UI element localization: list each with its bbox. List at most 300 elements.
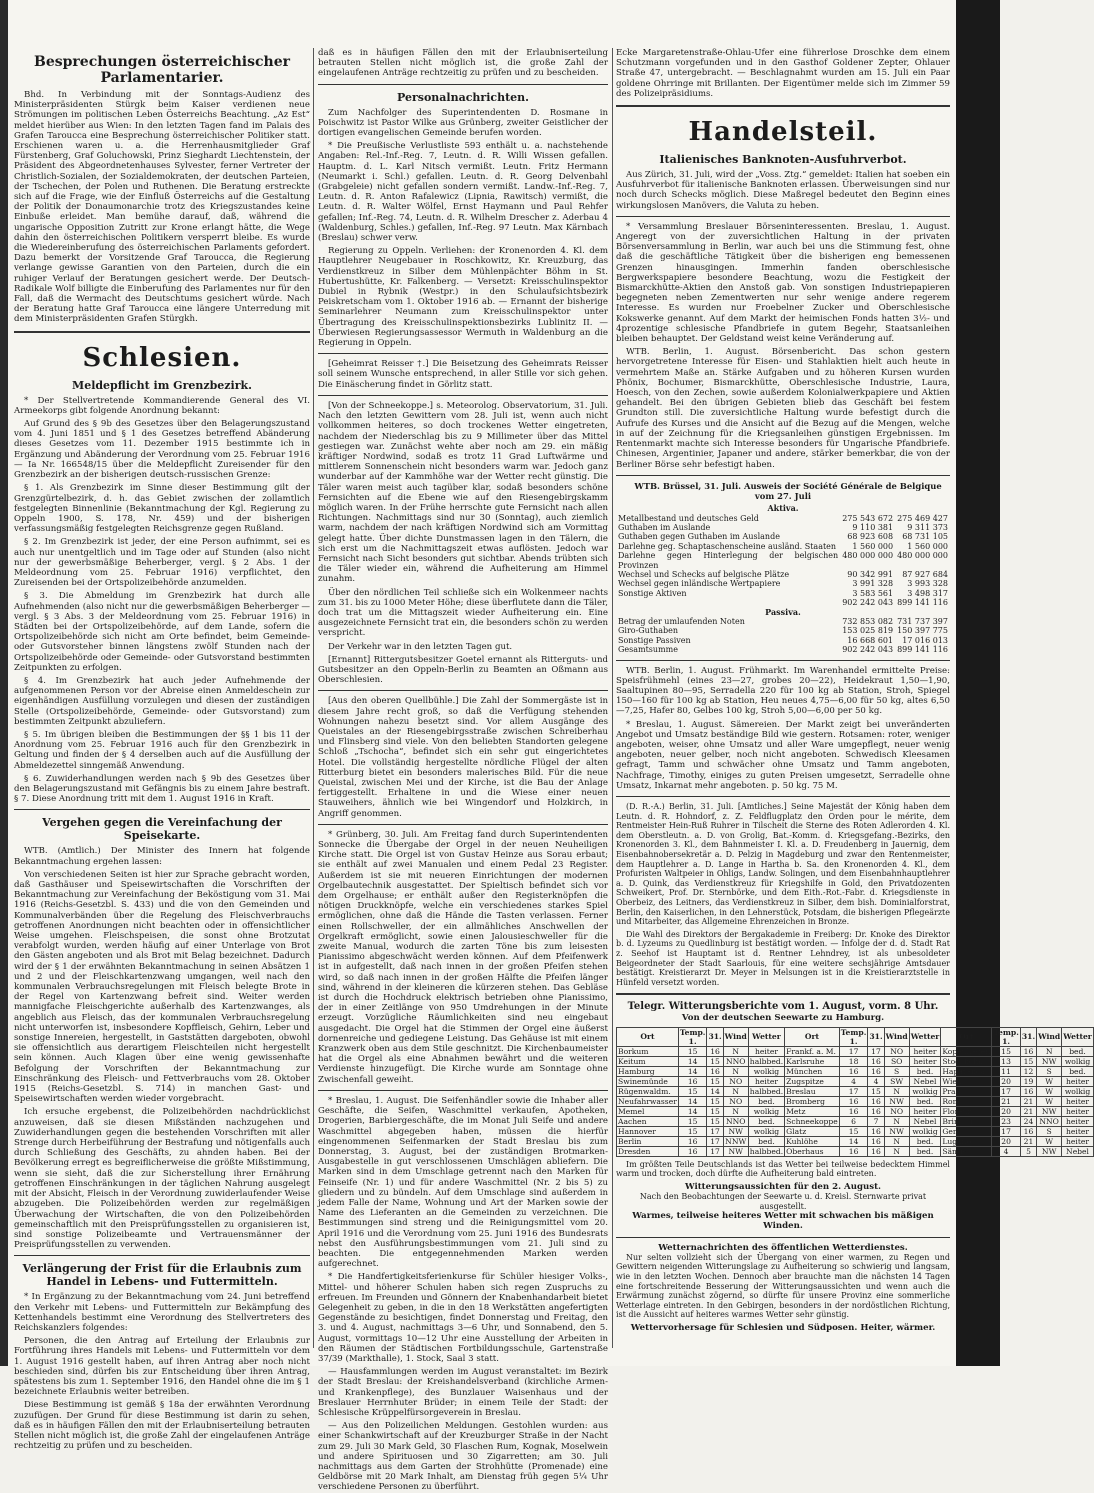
weather-cell: S	[1037, 1066, 1062, 1076]
weather-cell: N	[884, 1116, 909, 1126]
weather-cell: NW	[723, 1126, 748, 1136]
weather-cell: 16	[1020, 1046, 1036, 1056]
weather-cell: Keitum	[617, 1056, 679, 1066]
weather-cell: 7	[868, 1116, 884, 1126]
divider	[616, 660, 950, 661]
weather-cell: Stockholm	[941, 1056, 992, 1066]
balance-row	[616, 636, 950, 645]
article-body: Ich ersuche ergebenst, die Polizeibehörden nachdrücklichst anzuweisen, daß sie diesen Mißständen nachzugehen und Zuwiderhandlungen gegen die bestehenden Vorschriften mit aller Strenge durch Herbeiführung der Bestrafung und nötigenfalls auch durch Schließung des Geschäfts, zu ahnden haben. Bei der Bevölkerung erregt es begreiflicherweise die größte Mißstimmung, wenn sie sieht, daß die zur Sicherstellung ihrer Ernährung getroffenen Einschränkungen in der täglichen Nahrung ausgelegt mit der Absicht, Fleisch in der Verordnung zuwiderlaufender Weise abzugeben. Die Polizeibehörden werden zur regelmäßigen Überwachung der Wirtschaften, die von den Polizeibehörden gemeinschaftlich mit den Preisprüfungsstellen zu organisieren ist, sind sonstige Polizeibeamte und Vertrauensmänner der Preisprüfungsstellen zu verwenden.	[14, 1107, 310, 1251]
weather-row	[617, 1136, 1094, 1146]
balance-label: Metallbestand und deutsches Geld	[618, 513, 759, 523]
weather-cell: bed.	[748, 1136, 784, 1146]
weather-cell: Frankf. a. M.	[785, 1046, 840, 1056]
weather-cell: 20	[992, 1136, 1021, 1146]
weather-cell: 16	[678, 1136, 707, 1146]
weather-header-cell: 31.	[707, 1027, 723, 1046]
weather-cell: N	[884, 1086, 909, 1096]
balance-label: Sonstige Passiven	[618, 635, 691, 645]
weather-cell: S	[884, 1066, 909, 1076]
article-body: [Von der Schneekoppe.] s. Meteorolog. Observatorium, 31. Juli. Nach den letzten Gewittern vom 28. Juli ist, wenn auch nicht vollkommen heiteres, so doch trockenes Wetter eingetreten, nachdem der Niederschlag bis zu 9 Millimeter über das Mittel gestiegen war. Zunächst wehte aber noch am 29. ein mäßig kräftiger Nordwind, sodaß es trotz 11 Grad Luftwärme und mittlerem Sonnenschein nicht besonders warm war. Jedoch ganz wunderbar auf der Kammhöhe war der Wetter recht günstig. Die Täler waren meist auch tagüber klar, sodaß besonders schöne Fernsichten auf die Ebene wie auf den Riesengebirgskamm möglich waren. In der Frühe herrschte gute Fernsicht nach allen Richtungen. Nachmittags sind nur 30 (Sonntag), auch ziemlich warm, nachdem der nach kräftigen Nordwind sich am Vormittag gelegt hatte. Über dichte Dunstmassen lagen in den Tälern, die sich erst um die Nachmittagszeit etwas auflösten. Jedoch war Fernsicht nach Sicht besonders gut sichtbar. Abends trübten sich die Täler wieder ein, während die Aufheiterung am Himmel zunahm.	[318, 400, 608, 585]
balance-value: 90 342 991	[847, 569, 894, 579]
weather-row	[617, 1076, 1094, 1086]
weather-cell: 15	[868, 1086, 884, 1096]
headline-meldepflicht: Meldepflicht im Grenzbezirk.	[72, 378, 252, 392]
weather-row	[617, 1116, 1094, 1126]
article-body: § 1. Als Grenzbezirk im Sinne dieser Bestimmung gilt der Grenzgürtelbezirk, d. h. das Gebiet zwischen der zollamtlich festgelegten Binnenlinie (Bekanntmachung der Kgl. Regierung zu Oppeln 1900, S. 178, Nr. 459) und der bisherigen verfassungsmäßig festgelegten Reichsgrenze gegen Rußland.	[14, 483, 310, 535]
headline-italien: Italienisches Banknoten-Ausfuhrverbot.	[659, 153, 907, 167]
balance-value: 899 141 116	[897, 598, 948, 608]
forecast-final: Wettervorhersage für Schlesien und Südposen. Heiter, wärmer.	[630, 1322, 936, 1333]
balance-label: Wechsel gegen inländische Wertpapiere	[618, 579, 781, 589]
weather-cell: 15	[678, 1086, 707, 1096]
weather-cell: 17	[707, 1126, 723, 1136]
weather-cell: 15	[1020, 1056, 1036, 1066]
article-body: § 3. Die Abmeldung im Grenzbezirk hat durch alle Aufnehmenden (also nicht nur die gewerbsmäßigen Beherberger — vergl. § 3 Abs. 3 der Meldeordnung vom 25. Februar 1916) in Städten bei der Ortspolizeibehörde, auf dem Lande, sofern die Ortspolizeibehörde sich nicht am Orte befindet, beim Gemeinde- oder Gutsvorsteher binnen längstens zwölf Stunden nach der Ortspolizeibehörde oder Gemeinde- oder Gutsvorstand bestimmten Zeitpunkten zu erfolgen.	[14, 591, 310, 673]
article-body: * In Ergänzung zu der Bekanntmachung vom 24. Juni betreffend den Verkehr mit Lebens- und Futtermitteln zur Bekämpfung des Kettenhandels bestimmt eine Verordnung des Stellvertreters des Reichskanzlers folgendes:	[14, 1292, 310, 1333]
divider	[318, 690, 608, 691]
headline-frist: Verlängerung der Frist für die Erlaubnis zum Handel in Lebens- und Futtermitteln.	[22, 1262, 302, 1289]
weather-header-cell: 31.	[868, 1027, 884, 1046]
weather-cell: 16	[868, 1126, 884, 1136]
article-body: [Aus den oberen Quellbühle.] Die Zahl der Sommergäste ist in diesem Jahre recht groß, so daß die Verfügung stehenden Wohnungen nahezu besetzt sind. Vor allem Ausgänge des Queistales an der Riesengebirgsstraße zwischen Schreiberhau und Flinsberg sind viele. Von den beliebten Standorten gelegene Schloß „Tschocha“, befindet sich ein sehr gut eingerichtetes Hotel. Die vollständig hergestellte nördliche Flügel der alten Ritterburg bietet ein besonders malerisches Bild. Für die neue Queistal, zwischen Mei und der Kirche, ist die Bau der Anlage fertiggestellt. Erhaltene in und die Wiese einer neuen Stauweihers, ähnlich wie bei Wingendorf und Holzkirch, in Angriff genommen.	[318, 696, 608, 819]
balance-value: 1 560 000	[852, 541, 894, 551]
article-body: Der Verkehr war in den letzten Tagen gut.	[328, 641, 513, 652]
weather-cell: NNO	[723, 1116, 748, 1126]
weather-cell: wolkig	[1062, 1056, 1094, 1066]
balance-value: 732 853 082	[842, 616, 894, 626]
weather-cell: 14	[839, 1136, 868, 1146]
article-body: § 2. Im Grenzbezirk ist jeder, der eine Person aufnimmt, sei es auch nur unentgeltlich und im Tage oder auf Stunden (also nicht nur der gewerbsmäßige Beherberger, vergl. § 2 Abs. 1 der Meldeordnung vom 25. Februar 1916) verpflichtet, den Zureisenden bei der Ortspolizeibehörde anzumelden.	[14, 537, 310, 589]
balance-row	[616, 608, 950, 617]
balance-value: 902 242 043	[842, 598, 894, 608]
article-body: [Ernannt] Rittergutsbesitzer Goetel ernannt als Ritterguts- und Gutsbesitzer an den Oppeln-Berlin zu Beamten an Oßmann aus Oberschlesien.	[318, 654, 608, 686]
weather-title: Telegr. Witterungsberichte vom 1. August, vorm. 8 Uhr.	[627, 1001, 939, 1013]
divider	[616, 796, 950, 797]
weather-cell: 6	[839, 1116, 868, 1126]
weather-cell: wolkig	[909, 1126, 941, 1136]
weather-cell: heiter	[909, 1056, 941, 1066]
weather-cell: 14	[707, 1086, 723, 1096]
article-body: Ecke Margaretenstraße-Ohlau-Ufer eine führerlose Droschke dem einem Schutzmann vorgefunden und in den Gasthof Goldener Zepter, Ohlauer Straße 47, untergebracht. — Beschlagnahmt wurden am 15. Juli ein Paar goldene Ohrringe mit Brillanten. Der Eigentümer melde sich im Zimmer 59 des Polizeipräsidiums.	[616, 48, 950, 99]
weather-cell: halbbed.	[749, 1056, 784, 1066]
divider	[318, 84, 608, 85]
weather-cell: 14	[678, 1056, 707, 1066]
weather-cell: Swinemünde	[617, 1076, 679, 1086]
article-body: Auf Grund des § 9b des Gesetzes über den Belagerungszustand vom 4. Juni 1851 und § 1 des Gesetzes betreffend Abänderung dieses Gesetzes vom 11. Dezember 1915 bestimmte ich in Ergänzung und Abänderung der Verordnung vom 25. Februar 1916 — Ia Nr. 166548/15 über die Meldepflicht Zureisender für den Grenzbezirk an der bisherigen deutsch-russischen Grenze:	[14, 419, 310, 481]
forecast-subtitle: Nach den Beobachtungen der Seewarte u. d. Kreisl. Sternwarte privat ausgestellt.	[639, 1191, 927, 1211]
article-body: — Aus den Polizeilichen Meldungen. Gestohlen wurden: aus einer Schankwirtschaft auf der Kreuzburger Straße in der Nacht zum 29. Juli 30 Mark Geld, 30 Flaschen Rum, Kognak, Moselwein und andere Spirituosen und 30 Zigarretten; am 30. Juli nachmittags aus dem Garten der Strohhütte (Promenade) eine Geldbörse mit 20 Mark Inhalt, am Dienstag früh gegen 5¼ Uhr verschiedene Personen zu überführt.	[318, 1421, 608, 1493]
balance-value: 480 000 000	[842, 551, 894, 561]
section-heading-schlesien: Schlesien.	[82, 342, 242, 373]
weather-cell: Wien	[941, 1076, 992, 1086]
weather-cell: heiter	[1062, 1106, 1094, 1116]
balance-label: Sonstige Aktiven	[618, 588, 687, 598]
article-body: Zum Nachfolger des Superintendenten D. Rosmane in Poischwitz ist Pastor Wilke aus Grünberg, zweiter Geistlicher der dortigen evangelischen Gemeinde berufen worden.	[318, 107, 608, 139]
weather-cell: Kuhlöhe	[785, 1136, 840, 1146]
weather-service-text: Nur selten vollzieht sich der Übergang von einer warmen, zu Regen und Gewittern neigenden Witterungslage zu Aufheiterung so schwierig und langsam, wie in den letzten Wochen. Dennoch aber brauchte man die nächsten 14 Tagen eine fortschreitende Besserung der Witterungsaussichten und wenn auch die Erwärmung zunächst zögernd, so dürfte für unsere Provinz eine sommerliche Wetterlage eintreten. In den Gebirgen, besonders in der nordöstlichen Richtung, ist die Aussicht auf heiteres warmes Wetter sehr günstig.	[616, 1252, 950, 1320]
balance-label: Giro-Guthaben	[618, 626, 678, 636]
weather-cell: 15	[707, 1106, 723, 1116]
weather-cell: NNW	[723, 1136, 748, 1146]
weather-cell: 17	[839, 1086, 868, 1096]
weather-cell: 21	[1020, 1136, 1036, 1146]
headline-personal: Personalnachrichten.	[397, 90, 529, 104]
article-body: * Breslau, 1. August. Die Seifenhändler sowie die Inhaber aller Geschäfte, die Seifen, Waschmittel verkaufen, Apotheken, Drogerien, Barbiergeschäfte, die im Monat Juli Seife und andere Waschmittel abgegeben haben, müssen die hierfür eingenommenen Seifenmarken der Stadt Breslau bis zum Donnerstag, 3. August, bei der zuständigen Brotmarken-Ausgabestelle in gut verschlossenen Umschlägen abliefern. Die Marken sind in dem Umschlage getrennt nach den Marken für Feinseife (Nr. 1) und für andere Waschmittel (Nr. 2 bis 5) zu gliedern und zu bündeln. Auf dem Umschlage sind außerdem in jedem Falle der Name, Wohnung und Art der Marken sowie der Name des Lieferanten an die Gemeinden zu verzeichnen. Die Bestimmungen sind streng und die Reinigungsmittel vom 20. April 1916 und die Verordnung vom 25. Juni 1916 des Bundesrats nebst den Ausführungsbestimmungen vom 21. Juli sind zu beachten. Die entgegennehmenden Marken werden aufgerechnet.	[318, 1095, 608, 1270]
weather-row	[617, 1056, 1094, 1066]
weather-cell: 15	[678, 1126, 707, 1136]
weather-cell: Zugspitze	[785, 1076, 840, 1086]
balance-value: 150 397 775	[897, 626, 948, 636]
weather-cell: N	[884, 1136, 909, 1146]
weather-cell: NW	[1037, 1056, 1062, 1066]
weather-cell: Genf	[941, 1126, 992, 1136]
weather-header-cell: Wind	[884, 1027, 909, 1046]
balance-row	[616, 504, 950, 513]
balance-label: Passiva.	[765, 606, 801, 617]
balance-value: 275 469 427	[897, 513, 948, 523]
weather-cell: NW	[1037, 1146, 1062, 1156]
balance-label: Aktiva.	[767, 503, 799, 514]
weather-cell: 4	[868, 1076, 884, 1086]
divider	[318, 824, 608, 825]
weather-cell: 16	[839, 1146, 868, 1156]
weather-cell: 4	[839, 1076, 868, 1086]
article-body: * Die Preußische Verlustliste 593 enthält u. a. nachstehende Angaben: Rel.-Inf.-Reg. 7, Leutn. d. R. Willi Wissen gefallen. Hauptm. d. L. Karl Nitsch vermißt. Leutn. Fritz Hermann (Neumarkt i. Schl.) gefallen. Leutn. d. R. Georg Delvenbahl (Grabgeleie) nicht gefallen sondern vermißt. Landw.-Inf.-Reg. 7, Leutn. d. R. Anton Rafalewicz (Lipnia, Rawitsch) vermißt, die Leutn. d. R. Walter Wölfel, Ernst Haymann und Paul Rehfer gefallen; Inf.-Reg. 74, Leutn. d. R. Wilhelm Drescher z. Aderbau 4 (Waldenburg, Schles.) gefallen, Inf.-Reg. 97 Leutn. Max Kärnbach (Breslau) schwer verw.	[318, 141, 608, 244]
section-heading-handelsteil: Handelsteil.	[688, 117, 878, 148]
article-body: daß es in häufigen Fällen den mit der Erlaubniserteilung betrauten Stellen nicht möglich ist, die große Zahl der eingelaufenen Anträge rechtzeitig zu prüfen und zu bescheiden.	[318, 48, 608, 79]
balance-value: 9 311 373	[907, 522, 948, 532]
weather-cell: heiter	[748, 1046, 784, 1056]
weather-cell: Breslau	[785, 1086, 840, 1096]
balance-value: 731 737 397	[897, 616, 948, 626]
balance-row	[616, 570, 950, 579]
balance-value: 17 016 013	[902, 635, 948, 645]
weather-cell: Brindisi	[941, 1116, 992, 1126]
weather-header-cell: Ort	[785, 1027, 840, 1046]
divider	[14, 1255, 310, 1256]
weather-cell: Metz	[785, 1106, 840, 1116]
weather-cell: 18	[839, 1056, 868, 1066]
article-body: Aus Zürich, 31. Juli, wird der „Voss. Ztg.“ gemeldet: Italien hat soeben ein Ausfuhrverbot für italienische Banknoten erlassen. Überweisungen sind nur noch durch Schecks möglich. Diese Maßregel bedeutet den Beginn eines wirkungslosen Manövers, die Valuta zu heben.	[616, 170, 950, 211]
weather-cell: Oberhaus	[785, 1146, 840, 1156]
weather-header-cell: Wetter	[909, 1027, 941, 1046]
balance-value: 1 560 000	[907, 541, 948, 551]
weather-cell: N	[723, 1066, 748, 1076]
weather-header-cell: 31.	[1020, 1027, 1036, 1046]
weather-cell: bed.	[909, 1066, 941, 1076]
weather-row	[617, 1106, 1094, 1116]
article-body: WTB. (Amtlich.) Der Minister des Innern hat folgende Bekanntmachung ergehen lassen:	[14, 846, 310, 867]
balance-row	[616, 514, 950, 523]
article-body: * Breslau, 1. August. Sämereien. Der Markt zeigt bei unveränderten Angebot und Umsatz beständige Bild wie gestern. Rotsamen: roter, weniger angeboten, weiser, ohne Umsatz und aller Ware umgepflegt, neuer wenig angeboten, neuer gelber, noch nicht angeboten. Schwedisch Kleesamen gefragt, Tamm und schwächer ohne Umsatz und Tamm angeboten, Nachfrage, Timothy, einiges zu guten Preisen umgesetzt, Serradelle ohne Umsatz, Inkarnat mehr angeboten. p. 50 kg. 75 M.	[616, 719, 950, 791]
balance-row	[616, 617, 950, 626]
article-body: * Versammlung Breslauer Börseninteressenten. Breslau, 1. August. Angeregt von der zuversichtlichen Haltung in der privaten Börsenversammlung in Berlin, war auch bei uns die Stimmung fest, ohne daß die geschäftliche Tätigkeit über die bisherigen eng bemessenen Grenzen hinausgingen. Immerhin fanden oberschlesische Bergwerkspapiere besondere Beachtung, wozu die Festigkeit der Bismarckhütte-Aktien den Anstoß gab. Von sonstigen Industriepapieren begegneten neben Zementwerten nur sehr wenige andere regerem Interesse. Es wurden nur Froebelner Zucker und Oberschlesische Kokswerke genannt. Auf dem Markt der heimischen Fonds hatten 3½- und 4prozentige schlesische Pfandbriefe in gutem Begehr, Staatsanleihen bleiben behauptet. Der Geldstand weist keine Veränderung auf.	[616, 221, 950, 345]
headline-speisekarte: Vergehen gegen die Vereinfachung der Speisekarte.	[42, 816, 282, 843]
weather-cell: wolkig	[748, 1126, 784, 1136]
article-body: * Die Handfertigkeitsferienkurse für Schüler hiesiger Volks-, Mittel- und höherer Schulen haben sich regen Zuspruchs zu erfreuen. Im Freunden und Gönnern der Knabenhandarbeit bietet Gelegenheit zu geben, in die in den 18 Werkstätten angefertigten Gegenstände zu besichtigen, findet Donnerstag und Freitag, den 3. und 4. August, nachmittags 3—6 Uhr, und Sonnabend, den 5. August, vormittags 10—12 Uhr eine Ausstellung der Arbeiten in den Räumen der Städtischen Fortbildungsschule, Gartenstraße 37/39 (Markthalle), 1. Stock, Saal 3 statt.	[318, 1272, 608, 1364]
weather-cell: 16	[868, 1066, 884, 1076]
weather-cell: heiter	[1062, 1096, 1094, 1106]
article-body: * Grünberg, 30. Juli. Am Freitag fand durch Superintendenten Sonnecke die Übergabe der Orgel in der neuen Neuheiligen Kirche statt. Die Orgel ist von Gustav Heinze aus Sorau erbaut; sie enthält auf zwei Manualen und einem Pedal 23 Register. Außerdem ist sie mit neueren Einrichtungen der modernen Orgelbautechnik ausgestattet. Der Spieltisch befindet sich vor dem Orgelhause; er enthält außer den Registerknöpfen die nötigen Druckknöpfe, welche ein verschiedenes starkes Spiel ermöglichen, ohne daß die Hände die Tasten verlassen. Ferner einen Rollschweller, der ein allmähliches Anschwellen der Orgelkraft ermöglicht, sowie einen Jalousieschweller für die zweite Manual, wodurch die zarten Töne bis zum leisesten Pianissimo abgeschwächt werden können. Auf dem Pfeifenwerk ist in aufgestellt, daß nach innen in der großen Pfeifen stehen wird, so daß nach innen in der großen Hälfte die Pfeifen länger sind, während in der kleineren die kürzeren stehen. Das Gebläse ist durch die Hochdruck elektrisch betrieben ohne Pianissimo, der in einer Zeitlänge von 950 Umdrehungen in der Minute erzeugt. Vorzügliche Räumlichkeiten sind neu eingebaut ausgedacht. Die Orgel hat die Stimmen der Orgel eine äußerst dornenreiche und gediegene Leistung. Das Gehäuse ist mit einem Kranzwerk oben aus dem Stile geschnitzt. Die Kirchenbaumeister hat die Orgel als eine Abnahmen bewährt und die weiteren Verdienste hinzugefügt. Die Kirche wurde am Sonntage ohne Zwischenfall geweiht.	[318, 829, 608, 1085]
weather-cell: N	[884, 1146, 909, 1156]
article-body: Bhd. In Verbindung mit der Sonntags-Audienz des Ministerpräsidenten Stürgk beim Kaiser verdienen neue Strömungen im politischen Leben Österreichs Beachtung. „Az Est“ meldet hierüber aus Wien: In den letzten Tagen fand im Palais des Grafen Taroucca eine Besprechung österreichischer Politiker statt. Erschienen waren u. a. die Herrenhausmitglieder Graf Fürstenberg, Graf Goluchowski, Prinz Sieghardt Liechtenstein, der Präsident des Abgeordnetenhauses Sylvester, ferner Vertreter der Christlich-Sozialen, der Sozialdemokraten, der deutschen Parteien, der Tschechen, der Polen und Ruthenen. Die Beratung erstreckte sich auf die Frage, wie der Einfluß Österreichs auf die Gestaltung der Politik der Donaumonarchie trotz des Kriegszustandes keine Einbuße erleidet. Man bemühe darauf, daß, während die ungarische Opposition Zutritt zur Krone erlangt hätte, die Wege dahin den österreichischen Politikern versperrt bleibe. Es wurde die Wiedereinberufung des österreichischen Parlaments gefordert. Dazu bemerkt der Vorsitzende Graf Taroucca, die Regierung verlange gewisse Garantien von den Parteien, durch die ein ruhiger Verlauf der Beratungen gesichert werde. Der Deutsch-Radikale Wolf billigte die Einberufung des Parlamentes nur für den Fall, daß die Wermacht des Deutschtums gesichert würde. Nach der Beratung hatte Graf Taroucca eine längere Unterredung mit dem Ministerpräsidenten Grafen Stürgkh.	[14, 90, 310, 325]
balance-value: 16 668 601	[847, 635, 894, 645]
article-body: * Der Stellvertretende Kommandierende General des VI. Armeekorps gibt folgende Anordnung bekannt:	[14, 395, 310, 416]
column-divider	[612, 48, 613, 1348]
weather-cell: 13	[992, 1056, 1021, 1066]
weather-cell: 16	[1020, 1086, 1036, 1096]
divider	[318, 1090, 608, 1091]
weather-cell: bed.	[909, 1136, 941, 1146]
balance-value: 275 543 672	[842, 513, 894, 523]
weather-cell: bed.	[1062, 1066, 1094, 1076]
weather-cell: Hamburg	[617, 1066, 679, 1076]
weather-header-cell: Ort	[941, 1027, 992, 1046]
article-body: Diese Bestimmung ist gemäß § 18a der erwähnten Verordnung zuzufügen. Der Grund für diese Bestimmung ist darin zu sehen, daß es in häufigen Fällen den mit der Erlaubniserteilung betrauten Stellen nicht möglich ist, die große Zahl der eingelaufenen Anträge rechtzeitig zu prüfen und zu bescheiden.	[14, 1400, 310, 1452]
balance-row	[616, 532, 950, 541]
weather-cell: München	[785, 1066, 840, 1076]
weather-header-cell: Wetter	[748, 1027, 784, 1046]
weather-cell: 17	[992, 1086, 1021, 1096]
divider	[318, 353, 608, 354]
weather-cell: N	[723, 1106, 748, 1116]
weather-cell: Schneekoppe	[786, 1116, 838, 1126]
weather-cell: Rom	[941, 1096, 992, 1106]
balance-value: 153 025 819	[842, 626, 894, 636]
weather-cell: Rügenwaldm.	[617, 1086, 679, 1096]
weather-cell: Borkum	[617, 1046, 679, 1056]
weather-header-cell: Temp. 1.	[993, 1027, 1019, 1046]
weather-cell: Nebel	[1062, 1146, 1094, 1156]
weather-cell: 15	[678, 1046, 707, 1056]
weather-cell: 11	[992, 1066, 1021, 1076]
weather-cell: 17	[707, 1136, 723, 1146]
article-body: Regierung zu Oppeln. Verliehen: der Kronenorden 4. Kl. dem Hauptlehrer Neugebauer in Roschkowitz, Kr. Kreuzburg, das Verdienstkreuz in Silber dem Mühlenpächter Böhm in St. Hubertushütte, Kr. Falkenberg. — Versetzt: Kreisschulinspektor Dubiel in Rybnik (Westpr.) in den Schulaufsichtsbezirk Peiskretscham vom 1. Oktober 1916 ab. — Ernannt der bisherige Seminarlehrer Neumann zum Kreisschulinspektor unter Übertragung des Kreisschulinspektionsbezirks Lublinitz II. — Überwiesen Regierungsassessor Wermuth in Waldenburg an die Regierung in Oppeln.	[318, 246, 608, 349]
article-body: § 5. Im übrigen bleiben die Bestimmungen der §§ 1 bis 11 der Anordnung vom 25. Februar 1916 auch für den Grenzbezirk in Geltung und finden der § 4 derselben auch auf die Ausfüllung der Abmeldezettel sinngemäß Anwendung.	[14, 729, 310, 771]
weather-cell: 5	[1020, 1146, 1036, 1156]
divider	[616, 993, 950, 995]
divider	[616, 216, 950, 217]
article-body: (D. R.-A.) Berlin, 31. Juli. [Amtliches.] Seine Majestät der König haben dem Leutn. d. R. Hohndorf, z. Z. Feldflugplatz den Orden pour le mérite, dem Rentmeister Hein-Ruß Ruhrer in Tilscheit die Sterne des Roten Adlerorden 4. Kl. dem Oberstleutn. a. D. von Grolig, Bat.-Komm. d. Kriegsgefang.-Bezirks, den Kronenorden 3. Kl., dem Bahnmeister I. Kl. a. D. Freudenberg in Jauernig, dem Eisenbahnobersekretär a. D. Pelzig in Magdeburg und zwar den Rentenmeister, dem Hauptlehrer a. D. Lange in Hartha b. Sa. den Kronenorden 4. Kl., dem Profuristen Waltpeier in Ohligs, Landw. Solingen, und dem Eisenbahnhauptlehrer a. D. Quink, das Verdienstkreuz für Kriegshilfe in Gold, den Privatdozenten Schweikert, Prof. Dr. Sternbörke, und dem Eith.-Rot.-Fabr. d. Kriegsdienste in Oberbeiz, des Leitners, das Verdienstkreuz in Silber, dem bish. Dominialforstrat, Berlin, den Kaiserlichen, in den Lehnerstück, Potsdam, die bisherigen Pflegeärzte und Mitarbeiter, das Allgemeine Ehrenzeichen in Bronze.	[616, 802, 950, 927]
weather-cell: 17	[707, 1146, 723, 1156]
weather-row	[617, 1046, 1094, 1056]
weather-cell: bed.	[909, 1096, 941, 1106]
weather-row	[617, 1066, 1094, 1076]
column-left	[14, 48, 310, 1452]
weather-cell: NW	[884, 1126, 909, 1136]
balance-table	[616, 504, 950, 655]
weather-cell: Florenz	[941, 1106, 992, 1116]
weather-cell: Aachen	[617, 1116, 679, 1126]
weather-cell: wolkig	[748, 1106, 784, 1116]
weather-cell: Haparanda	[941, 1066, 992, 1076]
weather-cell: Säntis	[941, 1146, 992, 1156]
weather-cell: 14	[678, 1096, 707, 1106]
balance-value: 3 993 328	[907, 579, 948, 589]
balance-value: 9 110 381	[852, 522, 894, 532]
balance-row	[616, 579, 950, 588]
balance-label	[616, 598, 840, 607]
weather-cell: 14	[678, 1066, 707, 1076]
weather-cell: Hannover	[617, 1126, 679, 1136]
weather-note: Im größten Teile Deutschlands ist das Wetter bei teilweise bedecktem Himmel warm und trocken, doch dürfte die Aufheiterung bald eintreten.	[616, 1159, 950, 1179]
weather-cell: 16	[868, 1096, 884, 1106]
divider	[616, 475, 950, 476]
column-middle	[318, 48, 609, 1493]
weather-cell: heiter	[909, 1106, 941, 1116]
balance-value: 480 000 000	[897, 551, 948, 561]
weather-cell: 21	[1020, 1106, 1036, 1116]
weather-cell: 15	[707, 1056, 723, 1066]
divider	[14, 809, 310, 810]
weather-header-cell: Wind	[723, 1027, 748, 1046]
weather-cell: 16	[678, 1076, 707, 1086]
article-body: WTB. Berlin, 1. August. Frühmarkt. Im Warenhandel ermittelte Preise: Speisfrühmehl (eines 23—27, grobes 20—22), Heidekraut 1,50—1,90, Saaltupinen 80—95, Serradella 220 für 100 kg ab Station, Stroh, Spiegel 150—160 für 100 kg ab Station, Heu neues 4,75—6,00 für 50 kg, altes 6,50—7,25, Hafer 80, Gelbes 100 kg, Stroh 5,00—6,00 per 50 kg.	[616, 665, 950, 717]
weather-cell: Bromberg	[785, 1096, 840, 1106]
right-scan-edge	[956, 0, 1000, 1366]
weather-cell: 23	[992, 1116, 1021, 1126]
weather-cell: Neufahrwasser	[618, 1096, 677, 1106]
weather-cell: 14	[678, 1106, 707, 1116]
weather-cell: heiter	[1062, 1076, 1094, 1086]
article-body: Die Wahl des Direktors der Bergakademie in Freiberg: Dr. Knoke des Direktor b. d. Lyzeums zu Quedlinburg ist bestätigt worden. — Infolge der d. d. Stadt Rat z. Seehof ist Hauptamt ist d. Rentner Lehndrey, ist als unbesoldeter Beigeordneter der Stadt Saarlouis, für eine weitere sechsjährige Amtsdauer bestätigt. Kreistierarzt Dr. Meyer in Melsungen ist in die Kreistierarztstelle in Hünfeld versetzt worden.	[616, 929, 950, 987]
weather-row	[617, 1096, 1094, 1106]
weather-cell: 20	[992, 1076, 1021, 1086]
balance-label: Guthaben gegen Guthaben im Auslande	[618, 532, 780, 542]
weather-cell: heiter	[748, 1076, 784, 1086]
article-body: § 4. Im Grenzbezirk hat auch jeder Aufnehmende der aufgenommenen Person vor der Abreise einen Anmeldeschein zur eigenhändigen Ausfüllung vorzulegen und diesen der zuständigen Stelle (Ortspolizeibehörde, Gemeinde- oder Gutsvorstand) zum bestimmten Zeitpunkt abzuliefern.	[14, 675, 310, 727]
weather-cell: 17	[839, 1046, 868, 1056]
weather-cell: Nebel	[909, 1116, 941, 1126]
weather-header-cell: Wetter	[1062, 1027, 1094, 1046]
weather-row	[617, 1126, 1094, 1136]
forecast-title: Witterungsaussichten für den 2. August.	[684, 1181, 882, 1192]
weather-cell: NO	[723, 1096, 748, 1106]
balance-row	[616, 551, 950, 570]
weather-cell: Glatz	[785, 1126, 840, 1136]
weather-cell: 16	[1020, 1126, 1036, 1136]
weather-cell: 20	[992, 1106, 1021, 1116]
balance-value: 3 991 328	[852, 579, 894, 589]
article-body: Personen, die den Antrag auf Erteilung der Erlaubnis zur Fortführung ihres Handels mit Lebens- und Futtermitteln vor dem 1. August 1916 gestellt haben, auf ihren Antrag aber noch nicht beschieden sind, dürfen bis zur Entscheidung über ihren Antrag, spätestens bis zum 1. September 1916, den Handel ohne die im § 1 bezeichnete Erlaubnis weiter betreiben.	[14, 1336, 310, 1398]
column-right	[616, 48, 1092, 1348]
weather-row	[617, 1086, 1094, 1096]
balance-label: Darlehne gegen Hinterlegung der belgischen Provinzen	[618, 551, 839, 570]
article-body: [Geheimrat Reisser †.] Die Beisetzung des Geheimrats Reisser soll seinem Wunsche entsprechend, in aller Stille vor sich gehen. Die Einäscherung findet in Görlitz statt.	[318, 359, 608, 390]
balance-label: Darlehne geg. Schaptaschenscheine ausländ. Staaten	[618, 541, 837, 551]
weather-cell: 24	[1020, 1116, 1036, 1126]
weather-header-cell: Temp. 1.	[840, 1027, 867, 1046]
balance-value: 899 141 116	[897, 645, 948, 655]
weather-cell: bed.	[1062, 1046, 1094, 1056]
balance-label: Betrag der umlaufenden Noten	[618, 616, 745, 626]
weather-cell: bed.	[748, 1116, 784, 1126]
balance-row	[616, 589, 950, 598]
balance-value: 87 927 684	[902, 569, 948, 579]
weather-cell: N	[1037, 1046, 1062, 1056]
weather-cell: NW	[884, 1096, 909, 1106]
weather-cell: 15	[678, 1116, 707, 1126]
weather-cell: 16	[839, 1106, 868, 1116]
weather-cell: NO	[884, 1046, 909, 1056]
weather-cell: 16	[868, 1056, 884, 1066]
forecast-text: Warmes, teilweise heiteres Wetter mit schwachen bis mäßigen Winden.	[632, 1211, 934, 1232]
balance-row	[616, 523, 950, 532]
weather-subtitle: Von der deutschen Seewarte zu Hamburg.	[681, 1013, 885, 1024]
weather-cell: 21	[992, 1096, 1021, 1106]
weather-cell: 4	[992, 1146, 1021, 1156]
weather-cell: N	[723, 1086, 748, 1096]
weather-cell: W	[1037, 1136, 1062, 1146]
weather-cell: Lugano	[941, 1136, 992, 1146]
weather-cell: heiter	[1062, 1126, 1094, 1136]
weather-cell: Nebel	[909, 1076, 941, 1086]
weather-cell: W	[1037, 1096, 1062, 1106]
balance-value: 3 498 317	[907, 588, 948, 598]
divider	[318, 395, 608, 396]
weather-cell: 16	[868, 1136, 884, 1146]
weather-cell: wolkig	[1062, 1086, 1094, 1096]
balance-label: Gesamtsumme	[618, 645, 678, 655]
weather-cell: NO	[884, 1106, 909, 1116]
column-divider	[313, 48, 314, 1348]
weather-cell: NO	[723, 1076, 748, 1086]
weather-cell: halbbed.	[749, 1086, 784, 1096]
article-body: § 6. Zuwiderhandlungen werden nach § 9b des Gesetzes über den Belagerungszustand mit Gefängnis bis zu einem Jahre bestraft. § 7. Diese Anordnung tritt mit dem 1. August 1916 in Kraft.	[14, 773, 310, 805]
balance-value: 68 923 608	[847, 532, 894, 542]
weather-cell: SO	[884, 1056, 909, 1066]
weather-service-title: Wetternachrichten des öffentlichen Wetterdienstes.	[658, 1242, 908, 1253]
weather-cell: 16	[678, 1146, 707, 1156]
weather-cell: N	[723, 1046, 748, 1056]
left-scan-edge	[0, 0, 8, 1366]
weather-cell: Karlsruhe	[785, 1056, 840, 1066]
weather-cell: W	[1037, 1086, 1062, 1096]
weather-cell: NNO	[1037, 1116, 1062, 1126]
weather-cell: bed.	[909, 1146, 941, 1156]
weather-cell: W	[1037, 1076, 1062, 1086]
weather-header-cell: Temp. 1.	[679, 1027, 706, 1046]
weather-header-cell: Ort	[617, 1027, 679, 1046]
weather-cell: 16	[868, 1106, 884, 1116]
article-body: — Hausfammlungen werden im August veranstaltet: im Bezirk der Stadt Breslau: der Kreishandelsverband (kirchliche Armen- und Krankenpflege), des Bunzlauer Waisenhaus und der Breslauer Herrnhuter Brüder; in einem Teile der Stadt: der Schlesische Krüppelfürsorgeverein in Breslau.	[318, 1367, 608, 1418]
weather-cell: heiter	[909, 1046, 941, 1056]
weather-cell: wolkig	[909, 1086, 941, 1096]
balance-value: 68 731 105	[902, 532, 948, 542]
weather-cell: S	[1037, 1126, 1062, 1136]
weather-cell: 15	[707, 1116, 723, 1126]
weather-cell: SW	[884, 1076, 909, 1086]
article-body: Über den nördlichen Teil schließe sich ein Wolkenmeer nachts zum 31. bis zu 1000 Meter Höhe; diese überflutete dann die Täler, doch trat um die Mittagszeit wieder Aufheiterung ein. Eine ausgezeichnete Fernsicht trat ein, die besonders schön zu werden verspricht.	[318, 587, 609, 639]
weather-cell: 21	[1020, 1096, 1036, 1106]
weather-cell: NW	[723, 1146, 748, 1156]
balance-row	[616, 542, 950, 551]
weather-cell: 15	[839, 1126, 868, 1136]
weather-cell: 16	[707, 1046, 723, 1056]
divider	[616, 1237, 950, 1238]
weather-cell: 16	[839, 1066, 868, 1076]
divider	[14, 331, 310, 333]
balance-value: 902 242 043	[842, 645, 894, 655]
weather-cell: 16	[868, 1146, 884, 1156]
balance-row	[616, 645, 950, 654]
article-body: Von verschiedenen Seiten ist hier zur Sprache gebracht worden, daß Gasthäuser und Speisewirtschaften die Vorschriften der Bekanntmachung zur Vereinfachung der Beköstigung vom 31. Mai 1916 (Reichs-Gesetzbl. S. 433) und die von den Gemeinden und Kommunalverbänden über die Regelung des Fleischverbrauchs getroffenen Anordnungen nicht beachten oder in offensichtlicher Weise umgehen. Fleischspeisen, die sonst ohne Brotzutat verabfolgt wurden, werden häufig auf einer Unterlage von Brot den Gästen angeboten und als Brot mit Belag bezeichnet. Dadurch wird der § 1 der erwähnten Bekanntmachung in seinen Absätzen 1 und 2 und der Fleischkartenzwang umgangen, weil nach den kommunalen Verbrauchsregelungen mit Fleisch belegte Brote in der Regel von Kartenzwang befreit sind. Weiter werden mannigfache Fleischgerichte außerhalb des Kartenzwanges, als angeblich aus Fleisch, das der kommunalen Verbrauchsregelung nicht unterworfen ist, insbesondere Kopffleisch, Gehirn, Leber und sonstige Innereien, hergestellt, in Gaststätten dargeboten, obwohl sie offensichtlich aus derartigem Fleischteilen nicht hergestellt sein können. Auch Klagen über eine wenig gewissenhafte Befolgung der Vorschriften der Bekanntmachung zur Einschränkung des Fleisch- und Fettverbrauchs vom 28. Oktober 1915 (Reichs-Gesetzbl. S. 714) in manchen Gast- und Speisewirtschaften werden wieder vorgebracht.	[14, 869, 310, 1105]
weather-header-cell: Wind	[1037, 1027, 1062, 1046]
weather-cell: 17	[992, 1126, 1021, 1136]
weather-table	[616, 1027, 1094, 1157]
weather-cell: 15	[707, 1096, 723, 1106]
balance-heading: WTB. Brüssel, 31. Juli. Ausweis der Société Générale de Belgique vom 27. Juli	[634, 480, 942, 501]
